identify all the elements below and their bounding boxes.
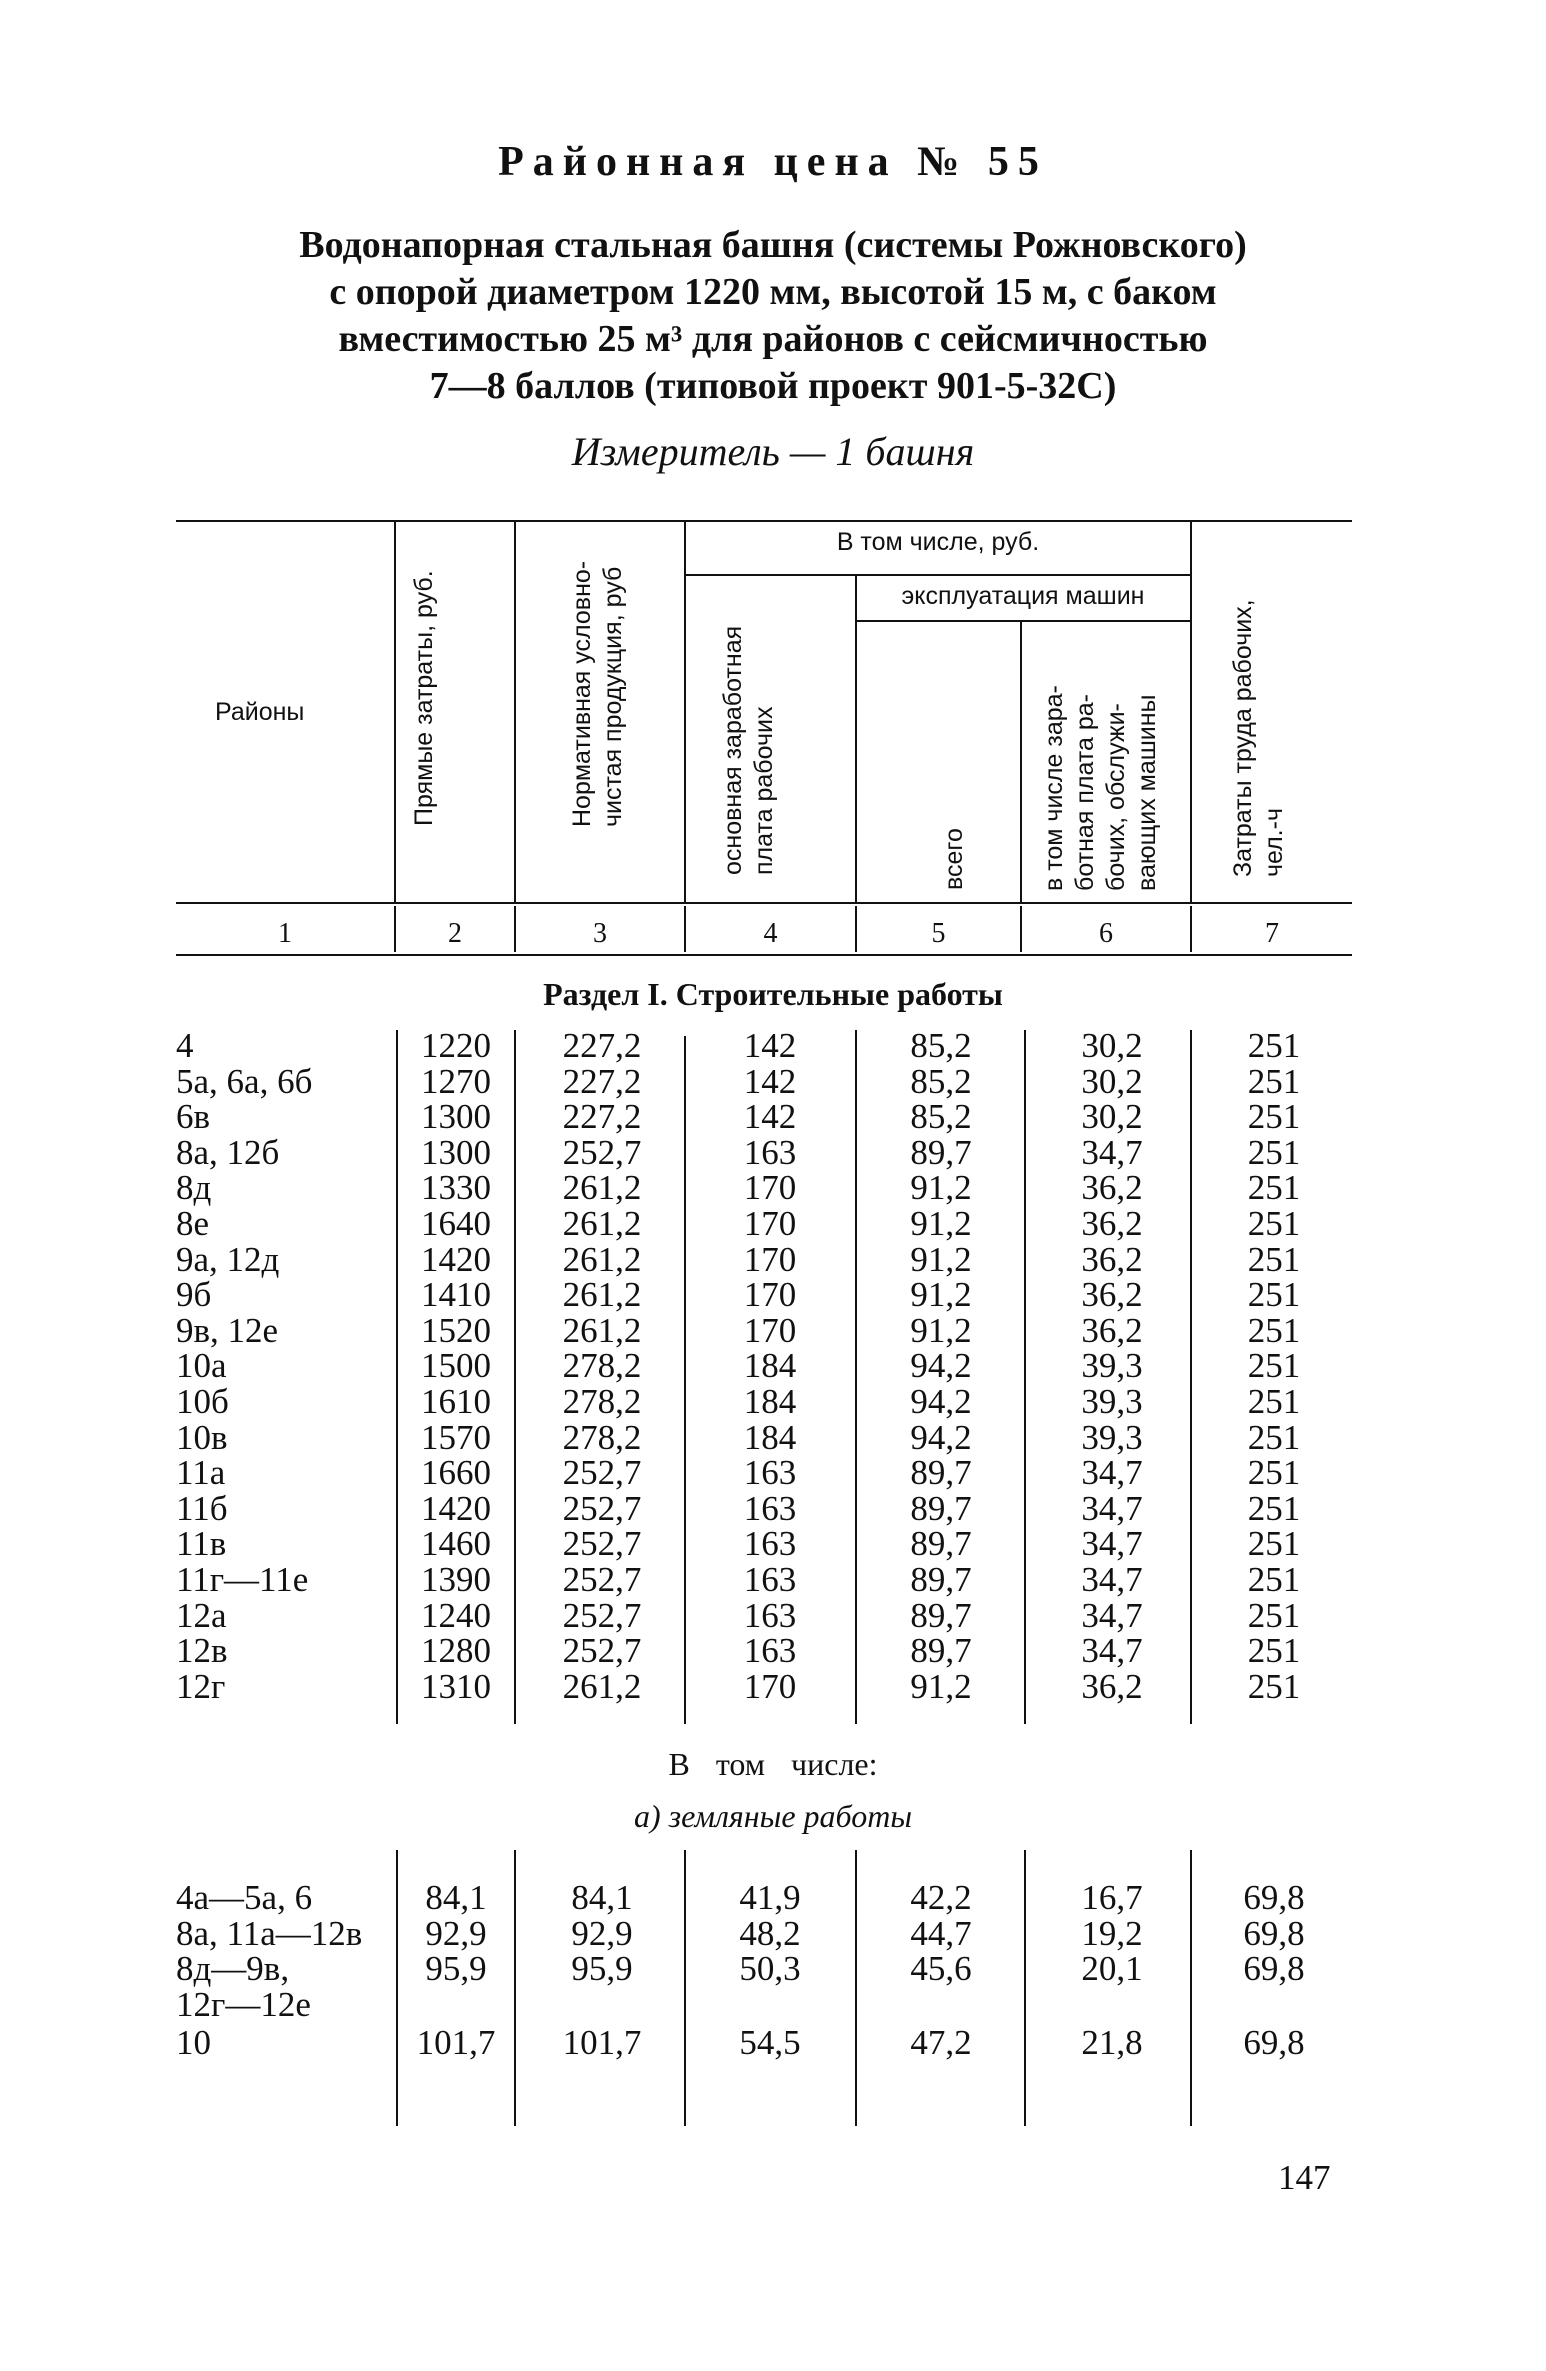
value-cell: 227,2	[562, 1097, 642, 1137]
table-row	[0, 1170, 1546, 1206]
value-cell: 101,7	[416, 2023, 496, 2062]
value-cell: 89,7	[910, 1488, 972, 1528]
value-cell: 252,7	[562, 1524, 642, 1564]
value-cell: 16,7	[1081, 1878, 1143, 1917]
header-regions: Районы	[215, 698, 305, 726]
value-cell: 36,2	[1081, 1168, 1143, 1208]
value-cell: 252,7	[562, 1132, 642, 1172]
region-cell: 10в	[176, 1417, 228, 1457]
table-row	[0, 2025, 1546, 2061]
table-row	[0, 1348, 1546, 1384]
value-cell: 89,7	[910, 1524, 972, 1564]
region-cell: 12г	[176, 1666, 226, 1706]
value-cell: 1460	[421, 1524, 491, 1564]
value-cell: 251	[1247, 1061, 1301, 1101]
column-number: 4	[763, 918, 778, 949]
value-cell: 251	[1247, 1524, 1301, 1564]
value-cell: 30,2	[1081, 1097, 1143, 1137]
value-cell: 48,2	[739, 1913, 801, 1953]
region-cell: 10б	[176, 1382, 229, 1421]
region-cell: 11г—11е	[176, 1560, 309, 1599]
value-cell: 36,2	[1081, 1275, 1143, 1315]
earthworks-title: а) земляные работы	[634, 1798, 912, 1834]
value-cell: 1570	[421, 1417, 491, 1457]
value-cell: 142	[743, 1026, 797, 1065]
table-top-rule	[176, 520, 1352, 522]
region-cell: 10а	[176, 1346, 227, 1386]
value-cell: 101,7	[562, 2023, 642, 2062]
subtitle-line: с опорой диаметром 1220 мм, высотой 15 м, с баком	[329, 271, 1217, 313]
header-divider	[394, 522, 396, 904]
table-row	[0, 1984, 1546, 2024]
value-cell: 89,7	[910, 1453, 972, 1493]
value-cell: 261,2	[562, 1239, 642, 1279]
value-cell: 42,2	[910, 1878, 972, 1917]
region-cell: 5а, 6а, 6б	[176, 1061, 313, 1101]
region-cell: 8а, 12б	[176, 1132, 280, 1172]
table-row	[0, 1488, 1546, 1528]
value-cell: 84,1	[425, 1878, 487, 1917]
region-cell: 12в	[176, 1631, 228, 1671]
value-cell: 252,7	[562, 1631, 642, 1671]
section-title: Раздел I. Строительные работы	[543, 976, 1003, 1012]
value-cell: 251	[1247, 1666, 1301, 1706]
value-cell: 30,2	[1081, 1061, 1143, 1101]
value-cell: 163	[743, 1453, 797, 1493]
header-divider	[684, 522, 686, 904]
value-cell: 34,7	[1081, 1524, 1143, 1564]
value-cell: 142	[743, 1061, 797, 1101]
including-label: В том числе:	[668, 1746, 878, 1782]
header-divider	[1190, 522, 1192, 904]
value-cell: 92,9	[571, 1913, 633, 1953]
region-cell: 8е	[176, 1204, 210, 1243]
value-cell: 251	[1247, 1026, 1301, 1065]
value-cell: 69,8	[1243, 1949, 1305, 1989]
value-cell: 227,2	[562, 1026, 642, 1065]
value-cell: 163	[743, 1560, 797, 1599]
region-cell: 11а	[176, 1453, 226, 1493]
header-normative: Нормативная условно- чистая продукция, руб	[568, 560, 627, 827]
value-cell: 278,2	[562, 1417, 642, 1457]
header-machine-wages: в том числе зара- ботная плата ра- бочих, обслужи- вающих машины	[1040, 685, 1161, 891]
value-cell: 278,2	[562, 1346, 642, 1386]
region-cell: 9а, 12д	[176, 1239, 280, 1279]
value-cell: 1500	[421, 1346, 491, 1386]
region-cell: 4а—5а, 6	[176, 1878, 313, 1917]
value-cell: 261,2	[562, 1310, 642, 1350]
table-row	[0, 1028, 1546, 1064]
document-subtitle	[0, 222, 1546, 410]
value-cell: 170	[743, 1204, 797, 1243]
value-cell: 170	[743, 1168, 797, 1208]
value-cell: 251	[1247, 1595, 1301, 1635]
column-number-rule	[176, 954, 1352, 956]
table-row	[0, 1417, 1546, 1457]
header-total: всего	[940, 828, 968, 890]
header-divider	[514, 522, 516, 904]
value-cell: 91,2	[910, 1666, 972, 1706]
table-row	[0, 1562, 1546, 1598]
value-cell: 89,7	[910, 1595, 972, 1635]
value-cell: 94,2	[910, 1417, 972, 1457]
column-number: 7	[1265, 918, 1279, 949]
table-row	[0, 1239, 1546, 1279]
table-row	[0, 1633, 1546, 1669]
value-cell: 1520	[421, 1310, 491, 1350]
value-cell: 251	[1247, 1346, 1301, 1386]
region-cell: 8а, 11а—12в	[176, 1913, 363, 1953]
header-base-wages: основная заработная плата рабочих	[719, 625, 778, 875]
value-cell: 85,2	[910, 1061, 972, 1101]
table-row	[0, 1061, 1546, 1101]
value-cell: 261,2	[562, 1275, 642, 1315]
column-number: 3	[593, 918, 607, 949]
value-cell: 251	[1247, 1417, 1301, 1457]
value-cell: 251	[1247, 1204, 1301, 1243]
value-cell: 89,7	[910, 1560, 972, 1599]
value-cell: 261,2	[562, 1204, 642, 1243]
value-cell: 278,2	[562, 1382, 642, 1421]
region-cell: 11б	[176, 1488, 228, 1528]
value-cell: 163	[743, 1488, 797, 1528]
value-cell: 251	[1247, 1382, 1301, 1421]
value-cell: 251	[1247, 1310, 1301, 1350]
value-cell: 45,6	[910, 1949, 972, 1989]
table-row	[0, 1951, 1546, 1987]
value-cell: 1390	[421, 1560, 491, 1599]
header-bottom-rule	[176, 902, 1352, 904]
value-cell: 47,2	[910, 2023, 972, 2062]
value-cell: 85,2	[910, 1097, 972, 1137]
table-row	[0, 1455, 1546, 1491]
region-cell: 9в, 12е	[176, 1310, 279, 1350]
value-cell: 44,7	[910, 1913, 972, 1953]
value-cell: 251	[1247, 1097, 1301, 1137]
header-divider	[1020, 622, 1022, 904]
region-cell: 10	[176, 2023, 211, 2062]
value-cell: 50,3	[739, 1949, 801, 1989]
value-cell: 163	[743, 1132, 797, 1172]
column-number: 6	[1099, 918, 1113, 949]
value-cell: 251	[1247, 1560, 1301, 1599]
subtitle-line: Водонапорная стальная башня (системы Рожновского)	[299, 224, 1247, 266]
table-row	[0, 1666, 1546, 1706]
value-cell: 1420	[421, 1239, 491, 1279]
value-cell: 69,8	[1243, 1878, 1305, 1917]
value-cell: 36,2	[1081, 1239, 1143, 1279]
value-cell: 54,5	[739, 2023, 801, 2062]
value-cell: 39,3	[1081, 1382, 1143, 1421]
value-cell: 30,2	[1081, 1026, 1143, 1065]
value-cell: 34,7	[1081, 1631, 1143, 1671]
value-cell: 85,2	[910, 1026, 972, 1065]
value-cell: 91,2	[910, 1275, 972, 1315]
value-cell: 1220	[421, 1026, 491, 1065]
column-number: 5	[931, 918, 946, 949]
region-cell: 8д—9в,	[176, 1949, 290, 1989]
value-cell: 251	[1247, 1275, 1301, 1315]
value-cell: 1610	[421, 1382, 491, 1421]
value-cell: 170	[743, 1239, 797, 1279]
value-cell: 261,2	[562, 1666, 642, 1706]
value-cell: 1300	[421, 1097, 491, 1137]
value-cell: 227,2	[562, 1061, 642, 1101]
value-cell: 84,1	[571, 1878, 633, 1917]
value-cell: 252,7	[562, 1595, 642, 1635]
value-cell: 41,9	[739, 1878, 801, 1917]
value-cell: 36,2	[1081, 1204, 1143, 1243]
column-number: 2	[448, 918, 462, 949]
subtitle-line: 7—8 баллов (типовой проект 901-5-32С)	[429, 365, 1117, 407]
header-divider	[855, 576, 857, 904]
value-cell: 251	[1247, 1168, 1301, 1208]
header-direct-costs: Прямые затраты, руб.	[410, 570, 438, 826]
value-cell: 251	[1247, 1132, 1301, 1172]
value-cell: 89,7	[910, 1132, 972, 1172]
value-cell: 261,2	[562, 1168, 642, 1208]
page-title: Районная цена № 55	[498, 139, 1048, 185]
column-number: 1	[278, 918, 292, 949]
table-row	[0, 1132, 1546, 1172]
value-cell: 1270	[421, 1061, 491, 1101]
header-machine-ops: эксплуатация машин	[901, 582, 1145, 610]
table-row	[0, 1310, 1546, 1350]
region-cell: 12г—12е	[176, 1984, 311, 2024]
value-cell: 39,3	[1081, 1417, 1143, 1457]
value-cell: 91,2	[910, 1204, 972, 1243]
value-cell: 34,7	[1081, 1488, 1143, 1528]
table-row	[0, 1913, 1546, 1953]
value-cell: 1330	[421, 1168, 491, 1208]
value-cell: 91,2	[910, 1310, 972, 1350]
value-cell: 184	[743, 1417, 797, 1457]
value-cell: 91,2	[910, 1239, 972, 1279]
value-cell: 20,1	[1081, 1949, 1143, 1989]
region-cell: 8д	[176, 1168, 212, 1208]
value-cell: 1660	[421, 1453, 491, 1493]
value-cell: 69,8	[1243, 1913, 1305, 1953]
value-cell: 252,7	[562, 1453, 642, 1493]
value-cell: 92,9	[425, 1913, 487, 1953]
value-cell: 142	[743, 1097, 797, 1137]
table-row	[0, 1595, 1546, 1635]
value-cell: 1420	[421, 1488, 491, 1528]
value-cell: 89,7	[910, 1631, 972, 1671]
region-cell: 12а	[176, 1595, 227, 1635]
measure-unit: Измеритель — 1 башня	[571, 429, 975, 474]
value-cell: 170	[743, 1275, 797, 1315]
value-cell: 95,9	[571, 1949, 633, 1989]
value-cell: 34,7	[1081, 1453, 1143, 1493]
table-row	[0, 1880, 1546, 1916]
value-cell: 184	[743, 1382, 797, 1421]
value-cell: 251	[1247, 1239, 1301, 1279]
value-cell: 1240	[421, 1595, 491, 1635]
value-cell: 252,7	[562, 1488, 642, 1528]
value-cell: 1300	[421, 1132, 491, 1172]
table-row	[0, 1277, 1546, 1313]
value-cell: 95,9	[425, 1949, 487, 1989]
region-cell: 4	[176, 1026, 194, 1065]
value-cell: 34,7	[1081, 1132, 1143, 1172]
value-cell: 1310	[421, 1666, 491, 1706]
page-number: 147	[1278, 2158, 1331, 2197]
value-cell: 170	[743, 1666, 797, 1706]
value-cell: 163	[743, 1524, 797, 1564]
table-row	[0, 1384, 1546, 1420]
value-cell: 91,2	[910, 1168, 972, 1208]
value-cell: 251	[1247, 1631, 1301, 1671]
value-cell: 163	[743, 1631, 797, 1671]
region-cell: 11в	[176, 1524, 227, 1564]
value-cell: 34,7	[1081, 1560, 1143, 1599]
value-cell: 69,8	[1243, 2023, 1305, 2062]
value-cell: 184	[743, 1346, 797, 1386]
region-cell: 6в	[176, 1097, 211, 1137]
subtitle-line: вместимостью 25 м³ для районов с сейсмичностью	[338, 318, 1208, 360]
value-cell: 94,2	[910, 1346, 972, 1386]
value-cell: 170	[743, 1310, 797, 1350]
value-cell: 94,2	[910, 1382, 972, 1421]
value-cell: 36,2	[1081, 1666, 1143, 1706]
value-cell: 36,2	[1081, 1310, 1143, 1350]
table-row	[0, 1206, 1546, 1242]
value-cell: 251	[1247, 1453, 1301, 1493]
region-cell: 9б	[176, 1275, 212, 1315]
machine-ops-rule	[855, 620, 1190, 622]
value-cell: 1410	[421, 1275, 491, 1315]
value-cell: 252,7	[562, 1560, 642, 1599]
value-cell: 34,7	[1081, 1595, 1143, 1635]
header-labor: Затраты труда рабочих, чел.-ч	[1229, 599, 1288, 877]
value-cell: 39,3	[1081, 1346, 1143, 1386]
table-row	[0, 1099, 1546, 1135]
value-cell: 21,8	[1081, 2023, 1143, 2062]
value-cell: 1640	[421, 1204, 491, 1243]
table-row	[0, 1526, 1546, 1562]
value-cell: 19,2	[1081, 1913, 1143, 1953]
value-cell: 163	[743, 1595, 797, 1635]
header-including: В том числе, руб.	[836, 528, 1040, 556]
value-cell: 251	[1247, 1488, 1301, 1528]
value-cell: 1280	[421, 1631, 491, 1671]
